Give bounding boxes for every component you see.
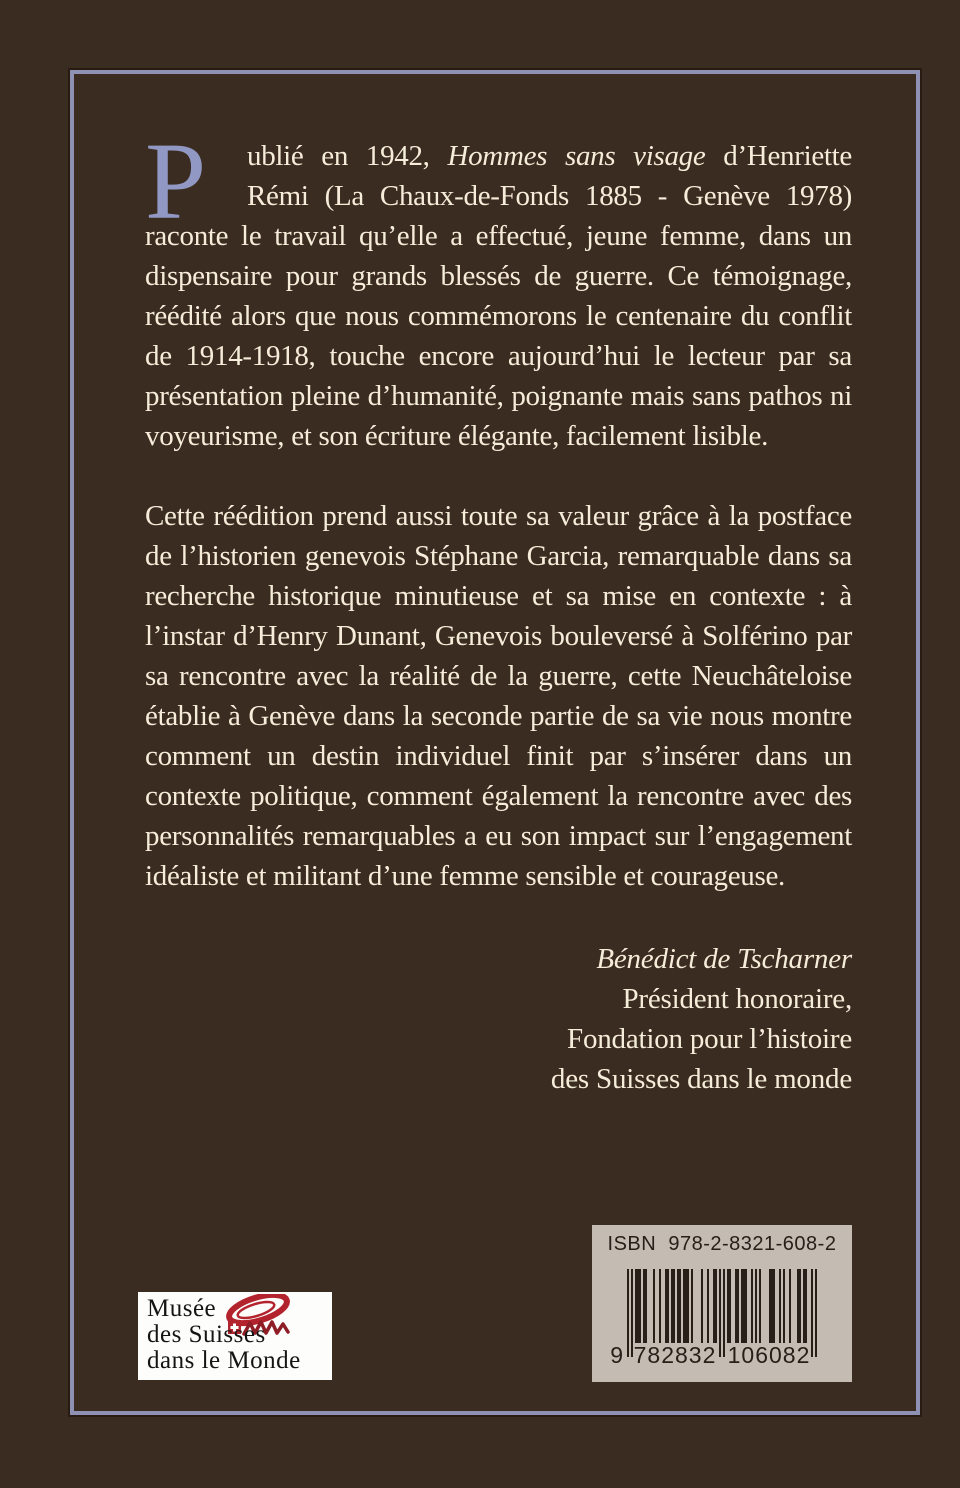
- drop-cap-letter: P: [145, 120, 206, 242]
- publisher-logo-text: [147, 1296, 301, 1374]
- barcode-digits: [592, 1342, 852, 1368]
- blurb-paragraph-2: Cette réédition prend aussi toute sa valeur grâce à la postface de l’historien genevois Stéphane Garcia, remarquable dans sa recherche historique minutieuse et sa mise en contexte : à l’instar d’Henry Dunant, Genevois bouleversé à Solférino par sa rencontre avec la réalité de la guerre, cette Neuchâteloise établie à Genève dans la seconde partie de sa vie nous montre comment un destin individuel finit par s’insérer dans un contexte politique, comment également la rencontre avec des personnalités remarquables a eu son impact sur l’engagement idéaliste et militant d’une femme sensible et courageuse.: [145, 500, 852, 892]
- publisher-logo-line2: des Suisses: [147, 1321, 266, 1348]
- barcode-digits-group1: 782832: [633, 1342, 717, 1368]
- drop-cap: [145, 120, 215, 242]
- signature-name: Bénédict de Tscharner: [596, 943, 852, 975]
- signature-org-line1: Fondation pour l’histoire: [567, 1023, 852, 1055]
- isbn-barcode-panel: [592, 1225, 852, 1382]
- isbn-label: ISBN 978-2-8321-608-2: [607, 1233, 837, 1255]
- signature-title: Président honoraire,: [622, 983, 852, 1015]
- barcode-digit-left: 9: [610, 1342, 624, 1368]
- publisher-logo: [138, 1292, 332, 1380]
- publisher-logo-line1: Musée: [147, 1295, 217, 1322]
- blurb-paragraph-1: [145, 120, 852, 456]
- barcode-digits-group2: 106082: [727, 1342, 811, 1368]
- signature-block: [145, 939, 852, 1099]
- blurb-paragraph-1-text: ublié en 1942, Hommes sans visage d’Henriette Rémi (La Chaux-de-Fonds 1885 - Genève 1978) raconte le travail qu’elle a effectué, jeune femme, dans un dispensaire pour grands blessés de guerre. Ce témoignage, réédité alors que nous commémorons le centenaire du conflit de 1914-1918, touche encore aujourd’hui le lecteur par sa présentation pleine d’humanité, poignante mais sans pathos ni voyeurisme, et son écriture élégante, facilement lisible.: [145, 140, 852, 452]
- signature-org-line2: des Suisses dans le monde: [550, 1063, 852, 1095]
- publisher-logo-line3: dans le Monde: [147, 1347, 301, 1374]
